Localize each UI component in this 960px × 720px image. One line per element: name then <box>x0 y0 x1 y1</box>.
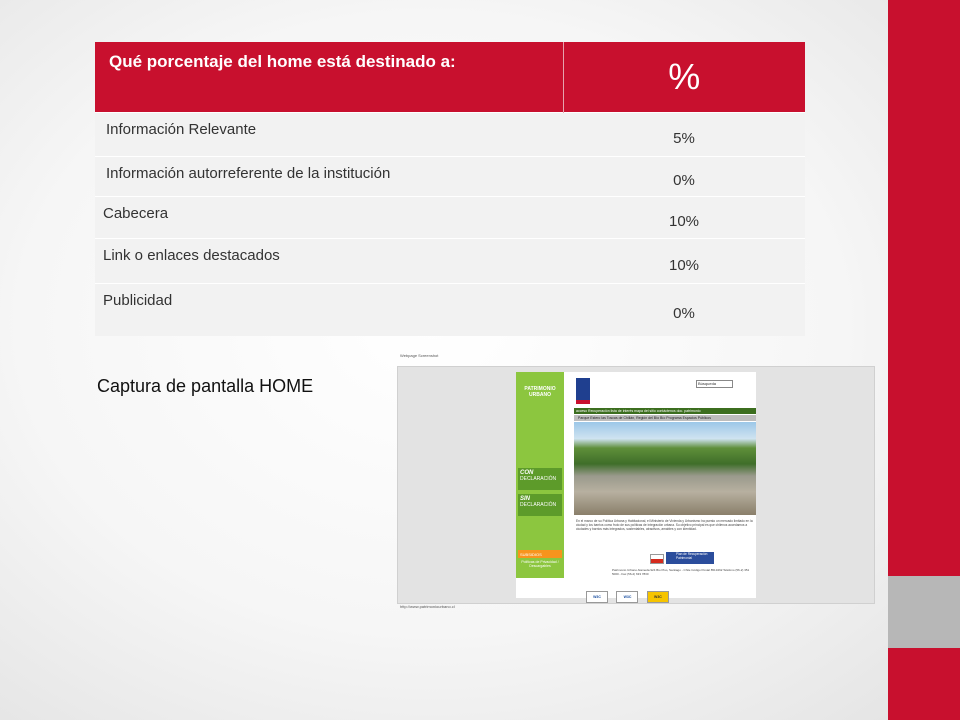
website-address: Patrimonio Urbano Alameda 924 Bío Piso, Santiago - Chile Código Postal 8513462 Teléfono (56-2) 351 5000 - Fax (56-2) 633 7830 <box>612 568 750 576</box>
table-header-label: Qué porcentaje del home está destinado a: <box>95 42 563 113</box>
row-value: 5% <box>563 113 805 157</box>
sin-label: SIN <box>520 496 531 502</box>
row-value: 0% <box>563 157 805 197</box>
row-label: Publicidad <box>95 284 563 336</box>
park-photo <box>574 422 756 515</box>
website-body-text: En el marco de su Política Urbana y Habitacional, el Ministerio de Vivienda y Urbanismo ha puesto un mercado limitado en la ciudad y los barrios como fruto de sus políticas de integración urbana. Su objetivo principal es que chilenos accedamos a ciudades y barrios más integrados, sustentables, atractivos, amables y con identidad. <box>576 519 753 531</box>
website-search-box: Búsqueda <box>696 380 733 388</box>
row-label: Información autorreferente de la institución <box>95 157 563 197</box>
screenshot-url: http://www.patrimoniourbano.cl <box>400 604 455 609</box>
table-row <box>95 113 805 157</box>
row-label: Link o enlaces destacados <box>95 239 563 284</box>
table-header-percent: % <box>563 42 805 113</box>
subsidios-block: SUBSIDIOS <box>518 550 562 558</box>
con-sub-label: DECLARACIÓN <box>520 476 557 482</box>
plan-recuperacion-banner: Plan de Recuperación Patrimonial <box>666 552 714 564</box>
con-declaracion-block <box>518 468 562 490</box>
row-label: Cabecera <box>95 197 563 239</box>
row-value: 10% <box>563 197 805 239</box>
w3c-badge: W3C <box>586 591 608 603</box>
politicas-link: Políticas de Privacidad / Descargables <box>521 560 559 568</box>
website-page <box>516 372 756 598</box>
row-value: 0% <box>563 284 805 336</box>
website-title-bar: Parque Estero las Toscas de Chillán, Región del Bío Bío Programa Espacios Públicos <box>574 415 756 421</box>
screenshot-top-label: Webpage Screenshot <box>400 353 439 358</box>
row-value: 10% <box>563 239 805 284</box>
w3c-badges <box>586 585 673 597</box>
decorative-red-bar-bottom <box>888 648 960 720</box>
website-brand: PATRIMONIO URBANO <box>524 386 556 398</box>
table-row <box>95 239 805 284</box>
table-row <box>95 157 805 197</box>
table-row <box>95 197 805 239</box>
percentage-table <box>95 42 805 336</box>
sin-sub-label: DECLARACIÓN <box>520 502 557 508</box>
website-screenshot <box>397 366 875 604</box>
website-nav-bar: acceso Recuperación lista de interés mapa del sitio contáctenos doc. patrimonio <box>574 408 756 414</box>
table-header-row <box>95 42 805 113</box>
website-sidebar <box>516 372 564 578</box>
decorative-red-bar-top <box>888 0 960 576</box>
row-label: Información Relevante <box>95 113 563 157</box>
screenshot-caption: Captura de pantalla HOME <box>97 376 314 396</box>
ministry-logo <box>576 378 590 404</box>
w3c-badge: W3C <box>616 591 638 603</box>
chile-flag-icon <box>650 554 664 564</box>
w3c-badge: W3C <box>647 591 669 603</box>
table-row <box>95 284 805 336</box>
sin-declaracion-block <box>518 494 562 516</box>
con-label: CON <box>520 470 534 476</box>
decorative-gray-bar <box>888 576 960 648</box>
